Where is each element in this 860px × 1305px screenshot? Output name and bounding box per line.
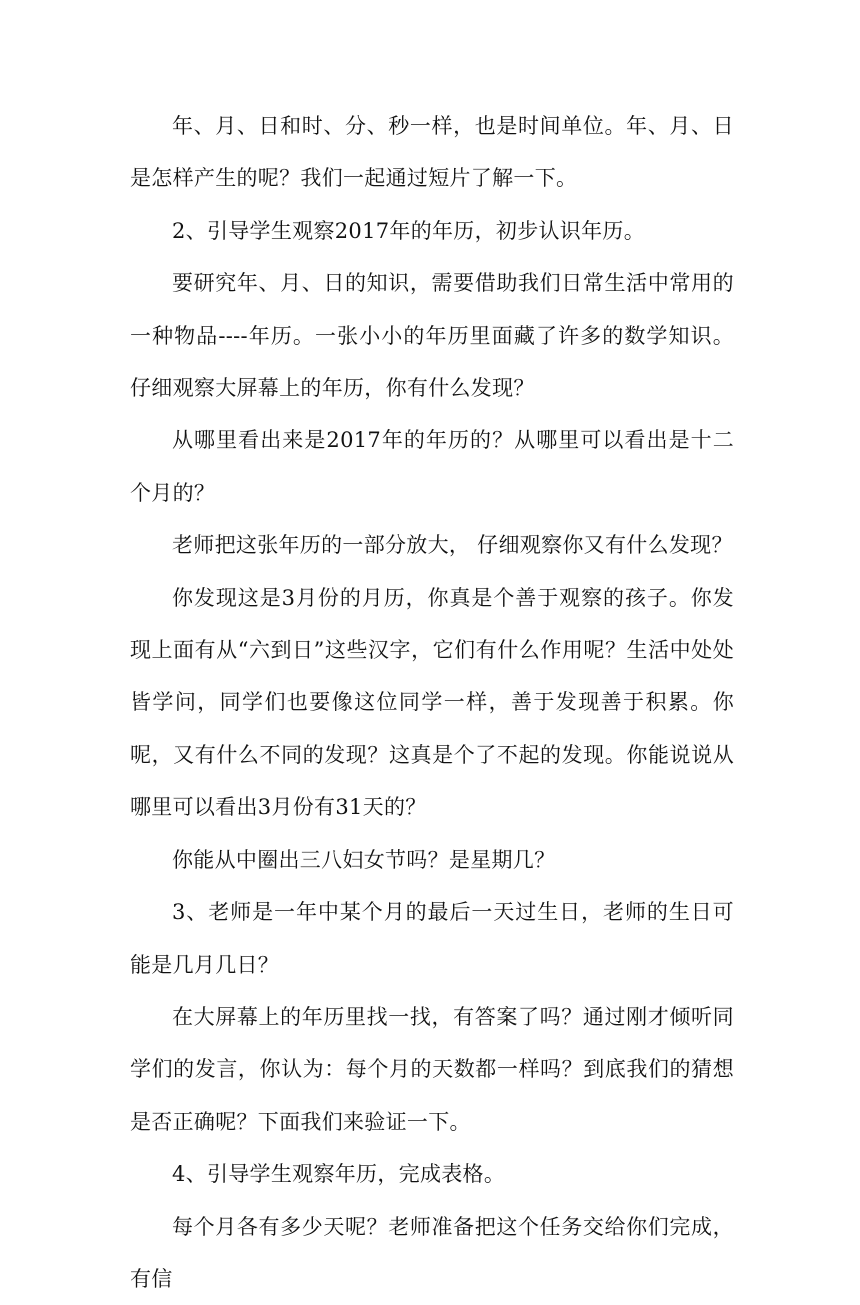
paragraph-intro-time-units: 年、月、日和时、分、秒一样，也是时间单位。年、月、日是怎样产生的呢？我们一起通过短片了解一下。 xyxy=(130,114,734,191)
paragraph-question-2017: 从哪里看出来是2017年的年历的？从哪里可以看出是十二个月的？ xyxy=(130,428,734,505)
paragraph-zoom-in: 老师把这张年历的一部分放大， 仔细观察你又有什么发现？ xyxy=(172,533,733,558)
paragraph-step-2-heading: 2、引导学生观察2017年的年历，初步认识年历。 xyxy=(172,218,646,243)
paragraph-days-per-month: 每个月各有多少天呢？老师准备把这个任务交给你们完成，有信 xyxy=(130,1214,734,1291)
paragraph-step-3-heading: 3、老师是一年中某个月的最后一天过生日，老师的生日可能是几月几日？ xyxy=(130,900,734,977)
paragraph-calendar-intro: 要研究年、月、日的知识，需要借助我们日常生活中常用的一种物品----年历。一张小小的年历里面藏了许多的数学知识。仔细观察大屏幕上的年历，你有什么发现？ xyxy=(130,271,734,401)
paragraph-march-discovery: 你发现这是3月份的月历，你真是个善于观察的孩子。你发现上面有从“六到日”这些汉字，它们有什么作用呢？生活中处处皆学问，同学们也要像这位同学一样，善于发现善于积累。你呢，又有什么不同的发现？这真是个了不起的发现。你能说说从哪里可以看出3月份有31天的？ xyxy=(130,585,734,820)
paragraph-step-4-heading: 4、引导学生观察年历，完成表格。 xyxy=(172,1162,506,1187)
document-page xyxy=(130,100,734,1305)
paragraph-verify-guess: 在大屏幕上的年历里找一找，有答案了吗？通过刚才倾听同学们的发言，你认为：每个月的天数都一样吗？到底我们的猜想是否正确呢？下面我们来验证一下。 xyxy=(130,1004,734,1134)
paragraph-womens-day: 你能从中圈出三八妇女节吗？是星期几？ xyxy=(172,847,556,872)
